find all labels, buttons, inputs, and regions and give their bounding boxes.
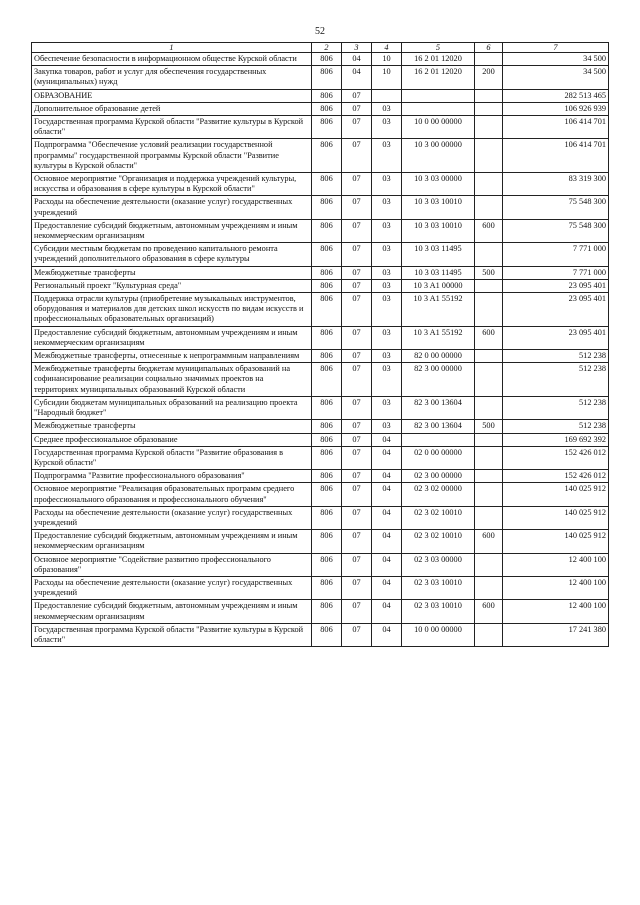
row-grbs-cell: 806 (312, 173, 342, 196)
row-csr-cell: 10 3 03 00000 (402, 173, 475, 196)
row-pr-cell: 04 (372, 446, 402, 469)
row-sum-cell: 17 241 380 (503, 623, 609, 646)
header-cell-pr: 4 (372, 43, 402, 53)
row-vr-cell (475, 53, 503, 66)
row-pr-cell: 03 (372, 173, 402, 196)
table-row (32, 66, 609, 89)
row-pr-cell: 03 (372, 396, 402, 419)
header-cell-rz: 3 (342, 43, 372, 53)
row-sum-cell: 83 319 300 (503, 173, 609, 196)
row-grbs-cell: 806 (312, 576, 342, 599)
row-csr-cell: 02 3 03 10010 (402, 576, 475, 599)
row-vr-cell: 600 (475, 219, 503, 242)
row-grbs-cell: 806 (312, 293, 342, 327)
row-sum-cell: 7 771 000 (503, 266, 609, 279)
row-csr-cell: 16 2 01 12020 (402, 66, 475, 89)
row-rz-cell: 07 (342, 470, 372, 483)
row-sum-cell: 512 238 (503, 420, 609, 433)
row-csr-cell: 02 3 00 00000 (402, 470, 475, 483)
row-pr-cell: 03 (372, 116, 402, 139)
table-row (32, 470, 609, 483)
row-pr-cell: 03 (372, 219, 402, 242)
row-rz-cell: 07 (342, 102, 372, 115)
row-sum-cell: 106 926 939 (503, 102, 609, 115)
table-row (32, 53, 609, 66)
row-name-cell: Предоставление субсидий бюджетным, автономным учреждениям и иным некоммерческим организациям (32, 326, 312, 349)
row-rz-cell: 07 (342, 196, 372, 219)
row-grbs-cell: 806 (312, 350, 342, 363)
row-rz-cell: 04 (342, 53, 372, 66)
row-pr-cell: 03 (372, 363, 402, 397)
row-csr-cell: 10 3 03 11495 (402, 243, 475, 266)
row-csr-cell: 10 0 00 00000 (402, 116, 475, 139)
row-sum-cell: 140 025 912 (503, 506, 609, 529)
row-vr-cell (475, 279, 503, 292)
row-name-cell: Субсидии местным бюджетам по проведению капитального ремонта учреждений дополнительного образования в сфере культуры (32, 243, 312, 266)
row-sum-cell: 152 426 012 (503, 470, 609, 483)
table-row (32, 196, 609, 219)
row-name-cell: Обеспечение безопасности в информационном обществе Курской области (32, 53, 312, 66)
header-cell-grbs: 2 (312, 43, 342, 53)
row-rz-cell: 07 (342, 279, 372, 292)
table-row (32, 446, 609, 469)
row-csr-cell: 10 3 03 10010 (402, 219, 475, 242)
table-row (32, 139, 609, 173)
row-sum-cell: 75 548 300 (503, 219, 609, 242)
row-csr-cell: 02 3 02 00000 (402, 483, 475, 506)
row-rz-cell: 07 (342, 293, 372, 327)
row-name-cell: Подпрограмма "Обеспечение условий реализации государственной программы" государственной программы Курской области "Развитие культуры в Курской области" (32, 139, 312, 173)
row-pr-cell: 10 (372, 66, 402, 89)
row-rz-cell: 07 (342, 243, 372, 266)
row-vr-cell (475, 243, 503, 266)
row-csr-cell: 10 3 A1 55192 (402, 326, 475, 349)
row-name-cell: Государственная программа Курской области "Развитие культуры в Курской области" (32, 116, 312, 139)
row-name-cell: Расходы на обеспечение деятельности (оказание услуг) государственных учреждений (32, 506, 312, 529)
row-grbs-cell: 806 (312, 326, 342, 349)
row-grbs-cell: 806 (312, 553, 342, 576)
row-rz-cell: 07 (342, 576, 372, 599)
table-row (32, 576, 609, 599)
row-pr-cell: 04 (372, 530, 402, 553)
table-row (32, 600, 609, 623)
table-row (32, 293, 609, 327)
table-row (32, 506, 609, 529)
row-grbs-cell: 806 (312, 446, 342, 469)
row-vr-cell (475, 363, 503, 397)
row-vr-cell (475, 483, 503, 506)
row-pr-cell: 03 (372, 102, 402, 115)
row-grbs-cell: 806 (312, 600, 342, 623)
table-row (32, 396, 609, 419)
row-grbs-cell: 806 (312, 420, 342, 433)
row-rz-cell: 07 (342, 326, 372, 349)
row-csr-cell: 02 3 02 10010 (402, 506, 475, 529)
row-pr-cell (372, 89, 402, 102)
row-sum-cell: 23 095 401 (503, 279, 609, 292)
row-sum-cell: 75 548 300 (503, 196, 609, 219)
row-pr-cell: 03 (372, 196, 402, 219)
row-grbs-cell: 806 (312, 483, 342, 506)
row-grbs-cell: 806 (312, 623, 342, 646)
row-csr-cell: 16 2 01 12020 (402, 53, 475, 66)
row-csr-cell: 10 3 A1 00000 (402, 279, 475, 292)
row-name-cell: Основное мероприятие "Организация и поддержка учреждений культуры, искусства и образования в сфере культуры в Курской области" (32, 173, 312, 196)
row-vr-cell (475, 89, 503, 102)
row-csr-cell: 82 3 00 00000 (402, 363, 475, 397)
row-grbs-cell: 806 (312, 89, 342, 102)
row-sum-cell: 23 095 401 (503, 293, 609, 327)
header-cell-vr: 6 (475, 43, 503, 53)
row-name-cell: Предоставление субсидий бюджетным, автономным учреждениям и иным некоммерческим организациям (32, 530, 312, 553)
row-sum-cell: 512 238 (503, 396, 609, 419)
row-csr-cell: 02 3 02 10010 (402, 530, 475, 553)
row-csr-cell: 82 3 00 13604 (402, 420, 475, 433)
row-grbs-cell: 806 (312, 139, 342, 173)
row-vr-cell (475, 433, 503, 446)
row-name-cell: Дополнительное образование детей (32, 102, 312, 115)
row-name-cell: Основное мероприятие "Реализация образовательных программ среднего профессионального образования и профессионального обучения" (32, 483, 312, 506)
row-rz-cell: 07 (342, 506, 372, 529)
row-rz-cell: 07 (342, 446, 372, 469)
budget-table (31, 42, 609, 647)
row-name-cell: Субсидии бюджетам муниципальных образований на реализацию проекта "Народный бюджет" (32, 396, 312, 419)
row-pr-cell: 04 (372, 576, 402, 599)
row-rz-cell: 07 (342, 139, 372, 173)
table-row (32, 243, 609, 266)
row-csr-cell (402, 89, 475, 102)
row-sum-cell: 106 414 701 (503, 116, 609, 139)
row-name-cell: Региональный проект "Культурная среда" (32, 279, 312, 292)
row-name-cell: Предоставление субсидий бюджетным, автономным учреждениям и иным некоммерческим организациям (32, 219, 312, 242)
row-rz-cell: 07 (342, 483, 372, 506)
row-sum-cell: 23 095 401 (503, 326, 609, 349)
row-name-cell: Государственная программа Курской области "Развитие культуры в Курской области" (32, 623, 312, 646)
row-sum-cell: 140 025 912 (503, 530, 609, 553)
row-sum-cell: 34 500 (503, 53, 609, 66)
row-name-cell: Расходы на обеспечение деятельности (оказание услуг) государственных учреждений (32, 196, 312, 219)
table-row (32, 279, 609, 292)
row-vr-cell: 200 (475, 66, 503, 89)
row-pr-cell: 03 (372, 350, 402, 363)
row-rz-cell: 07 (342, 173, 372, 196)
row-rz-cell: 07 (342, 420, 372, 433)
row-sum-cell: 12 400 100 (503, 553, 609, 576)
row-name-cell: Межбюджетные трансферты (32, 266, 312, 279)
row-vr-cell (475, 506, 503, 529)
row-name-cell: Среднее профессиональное образование (32, 433, 312, 446)
row-grbs-cell: 806 (312, 53, 342, 66)
row-pr-cell: 04 (372, 433, 402, 446)
row-name-cell: ОБРАЗОВАНИЕ (32, 89, 312, 102)
row-vr-cell: 600 (475, 530, 503, 553)
row-rz-cell: 07 (342, 623, 372, 646)
table-row (32, 350, 609, 363)
row-csr-cell: 02 3 03 10010 (402, 600, 475, 623)
row-name-cell: Предоставление субсидий бюджетным, автономным учреждениям и иным некоммерческим организациям (32, 600, 312, 623)
row-vr-cell: 600 (475, 326, 503, 349)
row-sum-cell: 140 025 912 (503, 483, 609, 506)
row-grbs-cell: 806 (312, 363, 342, 397)
table-row (32, 553, 609, 576)
table-header-row (32, 43, 609, 53)
row-pr-cell: 10 (372, 53, 402, 66)
row-csr-cell: 10 3 03 10010 (402, 196, 475, 219)
table-row (32, 433, 609, 446)
row-rz-cell: 04 (342, 66, 372, 89)
table-row (32, 420, 609, 433)
row-vr-cell (475, 293, 503, 327)
row-sum-cell: 512 238 (503, 363, 609, 397)
row-grbs-cell: 806 (312, 116, 342, 139)
row-name-cell: Закупка товаров, работ и услуг для обеспечения государственных (муниципальных) нужд (32, 66, 312, 89)
row-rz-cell: 07 (342, 600, 372, 623)
row-grbs-cell: 806 (312, 219, 342, 242)
row-pr-cell: 03 (372, 293, 402, 327)
table-row (32, 530, 609, 553)
row-vr-cell (475, 623, 503, 646)
table-row (32, 173, 609, 196)
row-name-cell: Межбюджетные трансферты (32, 420, 312, 433)
row-vr-cell: 500 (475, 266, 503, 279)
table-row (32, 266, 609, 279)
header-cell-name: 1 (32, 43, 312, 53)
row-vr-cell (475, 396, 503, 419)
row-sum-cell: 106 414 701 (503, 139, 609, 173)
row-grbs-cell: 806 (312, 506, 342, 529)
row-pr-cell: 04 (372, 623, 402, 646)
row-vr-cell: 500 (475, 420, 503, 433)
row-sum-cell: 512 238 (503, 350, 609, 363)
row-grbs-cell: 806 (312, 470, 342, 483)
row-pr-cell: 03 (372, 139, 402, 173)
row-name-cell: Государственная программа Курской области "Развитие образования в Курской области" (32, 446, 312, 469)
row-vr-cell (475, 173, 503, 196)
table-row (32, 89, 609, 102)
row-pr-cell: 04 (372, 553, 402, 576)
row-grbs-cell: 806 (312, 530, 342, 553)
row-grbs-cell: 806 (312, 102, 342, 115)
row-csr-cell: 10 0 00 00000 (402, 623, 475, 646)
row-pr-cell: 03 (372, 420, 402, 433)
row-rz-cell: 07 (342, 266, 372, 279)
row-vr-cell: 600 (475, 600, 503, 623)
header-cell-sum: 7 (503, 43, 609, 53)
row-csr-cell: 02 0 00 00000 (402, 446, 475, 469)
row-name-cell: Межбюджетные трансферты бюджетам муниципальных образований на софинансирование реализации социально значимых проектов на территориях муниципальных образований Курской области (32, 363, 312, 397)
row-grbs-cell: 806 (312, 196, 342, 219)
row-rz-cell: 07 (342, 116, 372, 139)
row-grbs-cell: 806 (312, 66, 342, 89)
row-pr-cell: 04 (372, 506, 402, 529)
row-rz-cell: 07 (342, 396, 372, 419)
table-row (32, 102, 609, 115)
row-csr-cell (402, 102, 475, 115)
row-vr-cell (475, 553, 503, 576)
row-name-cell: Основное мероприятие "Содействие развитию профессионального образования" (32, 553, 312, 576)
row-vr-cell (475, 446, 503, 469)
row-sum-cell: 7 771 000 (503, 243, 609, 266)
table-row (32, 363, 609, 397)
row-sum-cell: 169 692 392 (503, 433, 609, 446)
row-csr-cell: 10 3 00 00000 (402, 139, 475, 173)
row-vr-cell (475, 470, 503, 483)
row-name-cell: Межбюджетные трансферты, отнесенные к непрограммным направлениям (32, 350, 312, 363)
row-vr-cell (475, 139, 503, 173)
row-sum-cell: 282 513 465 (503, 89, 609, 102)
row-vr-cell (475, 350, 503, 363)
row-pr-cell: 03 (372, 326, 402, 349)
row-rz-cell: 07 (342, 530, 372, 553)
header-cell-csr: 5 (402, 43, 475, 53)
row-vr-cell (475, 116, 503, 139)
row-csr-cell: 82 3 00 13604 (402, 396, 475, 419)
row-sum-cell: 12 400 100 (503, 576, 609, 599)
row-sum-cell: 152 426 012 (503, 446, 609, 469)
page-number: 52 (315, 26, 325, 37)
row-grbs-cell: 806 (312, 266, 342, 279)
row-rz-cell: 07 (342, 363, 372, 397)
row-sum-cell: 34 500 (503, 66, 609, 89)
row-pr-cell: 04 (372, 470, 402, 483)
row-vr-cell (475, 576, 503, 599)
table-row (32, 623, 609, 646)
row-pr-cell: 03 (372, 266, 402, 279)
row-pr-cell: 03 (372, 279, 402, 292)
row-grbs-cell: 806 (312, 279, 342, 292)
table-row (32, 116, 609, 139)
row-csr-cell: 10 3 A1 55192 (402, 293, 475, 327)
row-pr-cell: 03 (372, 243, 402, 266)
row-csr-cell: 02 3 03 00000 (402, 553, 475, 576)
row-csr-cell: 10 3 03 11495 (402, 266, 475, 279)
row-grbs-cell: 806 (312, 396, 342, 419)
row-rz-cell: 07 (342, 433, 372, 446)
row-csr-cell (402, 433, 475, 446)
table-row (32, 483, 609, 506)
row-rz-cell: 07 (342, 553, 372, 576)
row-grbs-cell: 806 (312, 243, 342, 266)
row-vr-cell (475, 196, 503, 219)
row-sum-cell: 12 400 100 (503, 600, 609, 623)
row-rz-cell: 07 (342, 219, 372, 242)
row-pr-cell: 04 (372, 483, 402, 506)
row-name-cell: Подпрограмма "Развитие профессионального образования" (32, 470, 312, 483)
row-pr-cell: 04 (372, 600, 402, 623)
row-vr-cell (475, 102, 503, 115)
row-name-cell: Расходы на обеспечение деятельности (оказание услуг) государственных учреждений (32, 576, 312, 599)
row-rz-cell: 07 (342, 350, 372, 363)
row-grbs-cell: 806 (312, 433, 342, 446)
row-name-cell: Поддержка отрасли культуры (приобретение музыкальных инструментов, оборудования и материалов для детских школ искусств по видам искусств и профессиональных образовательных организаций) (32, 293, 312, 327)
table-row (32, 219, 609, 242)
row-rz-cell: 07 (342, 89, 372, 102)
table-row (32, 326, 609, 349)
row-csr-cell: 82 0 00 00000 (402, 350, 475, 363)
